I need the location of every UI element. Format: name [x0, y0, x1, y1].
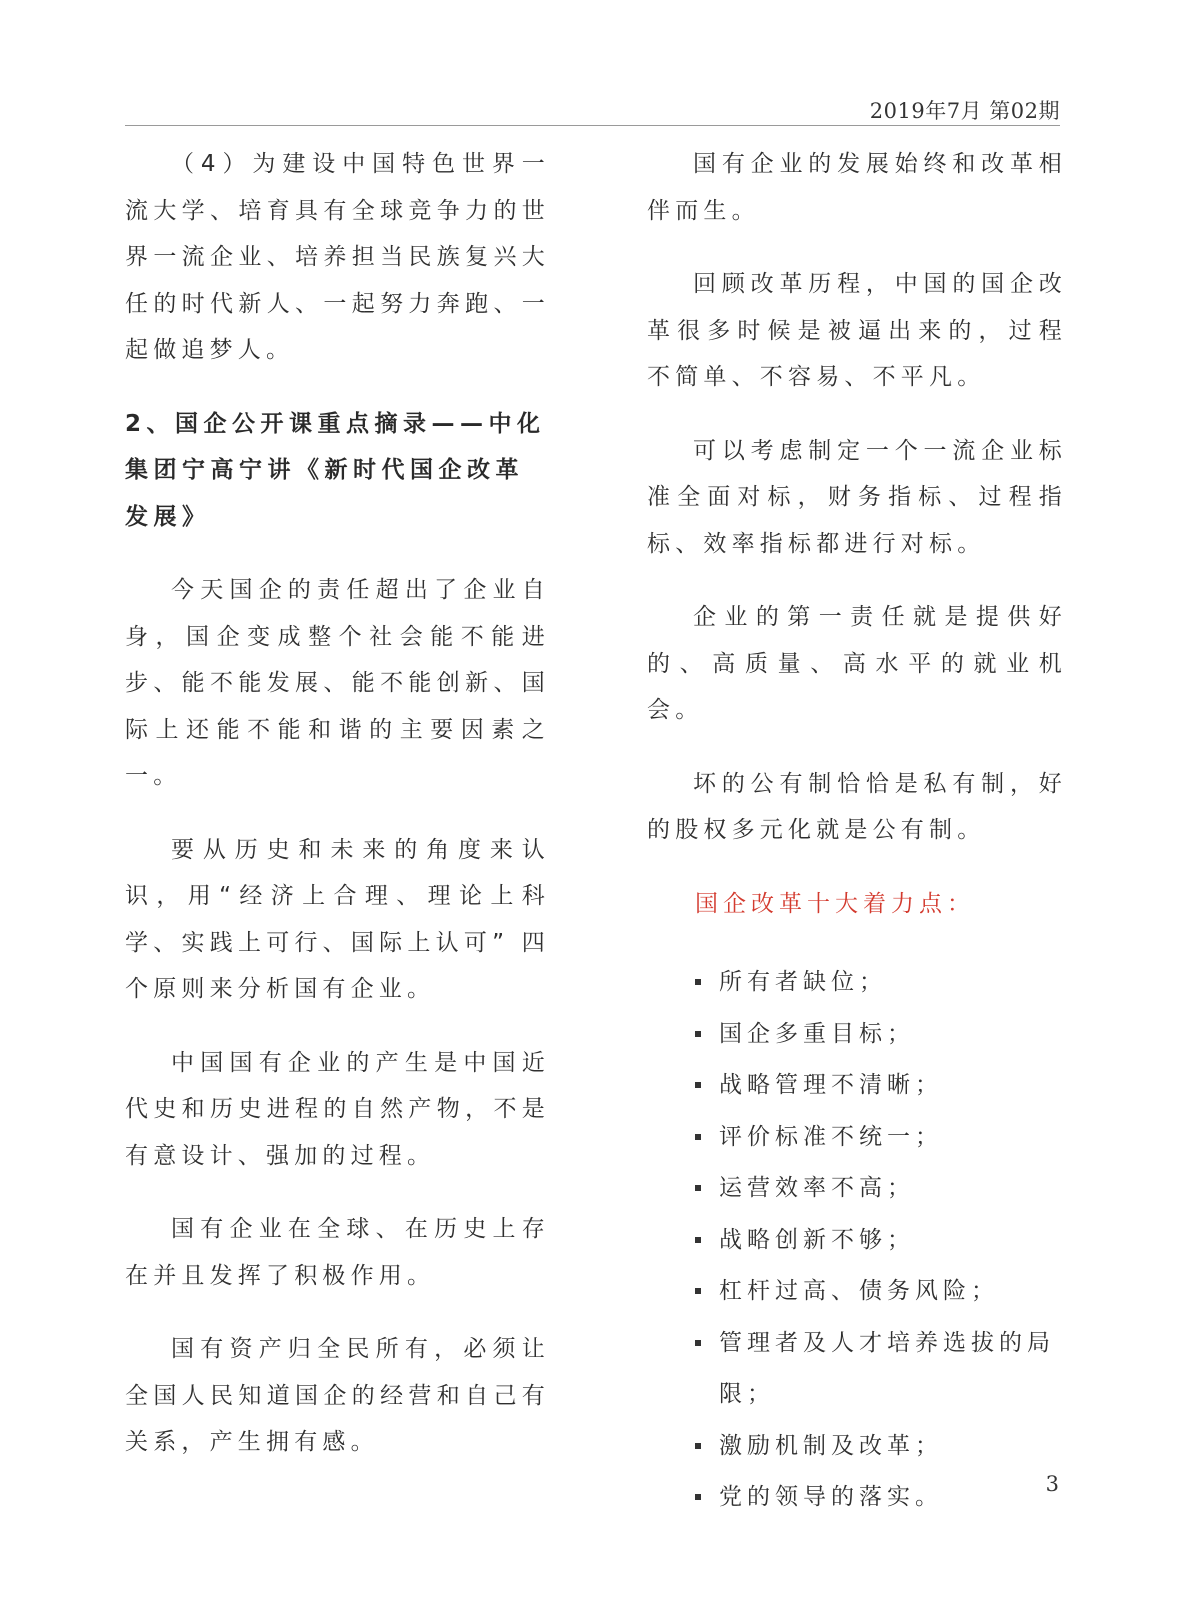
- list-item: 战略创新不够；: [695, 1215, 1067, 1267]
- paragraph-soe-responsibility: 今天国企的责任超出了企业自身，国企变成整个社会能不能进步、能不能发展、能不能创新、国际上还能不能和谐的主要因素之一。: [125, 577, 550, 789]
- right-column: [647, 141, 1067, 1524]
- list-item: 运营效率不高；: [695, 1163, 1067, 1215]
- left-column: [125, 141, 550, 1493]
- paragraph-public-ownership: 国有资产归全民所有，必须让全国人民知道国企的经营和自己有关系，产生拥有感。: [125, 1336, 550, 1455]
- paragraph-soe-role: 国有企业在全球、在历史上存在并且发挥了积极作用。: [125, 1216, 550, 1289]
- list-item: 战略管理不清晰；: [695, 1060, 1067, 1112]
- focus-points-list: [647, 957, 1067, 1524]
- list-item: 国企多重目标；: [695, 1009, 1067, 1061]
- page-header: [125, 93, 1060, 126]
- paragraph-reform-companion: 国有企业的发展始终和改革相伴而生。: [647, 151, 1067, 224]
- focus-points-title: 国企改革十大着力点：: [695, 890, 975, 917]
- list-item: 评价标准不统一；: [695, 1112, 1067, 1164]
- list-item: 管理者及人才培养选拔的局限；: [695, 1318, 1067, 1421]
- paragraph-employment: 企业的第一责任就是提供好的、高质量、高水平的就业机会。: [647, 604, 1067, 723]
- paragraph-ownership: 坏的公有制恰恰是私有制，好的股权多元化就是公有制。: [647, 770, 1067, 843]
- paragraph-soe-origin: 中国国有企业的产生是中国近代史和历史进程的自然产物，不是有意设计、强加的过程。: [125, 1049, 550, 1169]
- list-item: 杠杆过高、债务风险；: [695, 1266, 1067, 1318]
- paragraph-university-goal: （4）为建设中国特色世界一流大学、培育具有全球竞争力的世界一流企业、培养担当民族复兴大任的时代新人、一起努力奔跑、一起做追梦人。: [125, 151, 550, 363]
- list-item: 所有者缺位；: [695, 957, 1067, 1009]
- paragraph-four-principles: 要从历史和未来的角度来认识，用“经济上合理、理论上科学、实践上可行、国际上认可” 四个原则来分析国有企业。: [125, 836, 550, 1002]
- paragraph-benchmark: 可以考虑制定一个一流企业标准全面对标，财务指标、过程指标、效率指标都进行对标。: [647, 437, 1067, 557]
- list-item: 党的领导的落实。: [695, 1472, 1067, 1524]
- paragraph-reform-history: 回顾改革历程，中国的国企改革很多时候是被逼出来的，过程不简单、不容易、不平凡。: [647, 271, 1067, 390]
- page-number: 3: [1045, 1472, 1059, 1496]
- section-heading: 2、国企公开课重点摘录——中化集团宁高宁讲《新时代国企改革发展》: [125, 410, 546, 530]
- issue-date: 2019年7月 第02期: [869, 99, 1060, 123]
- list-item: 激励机制及改革；: [695, 1421, 1067, 1473]
